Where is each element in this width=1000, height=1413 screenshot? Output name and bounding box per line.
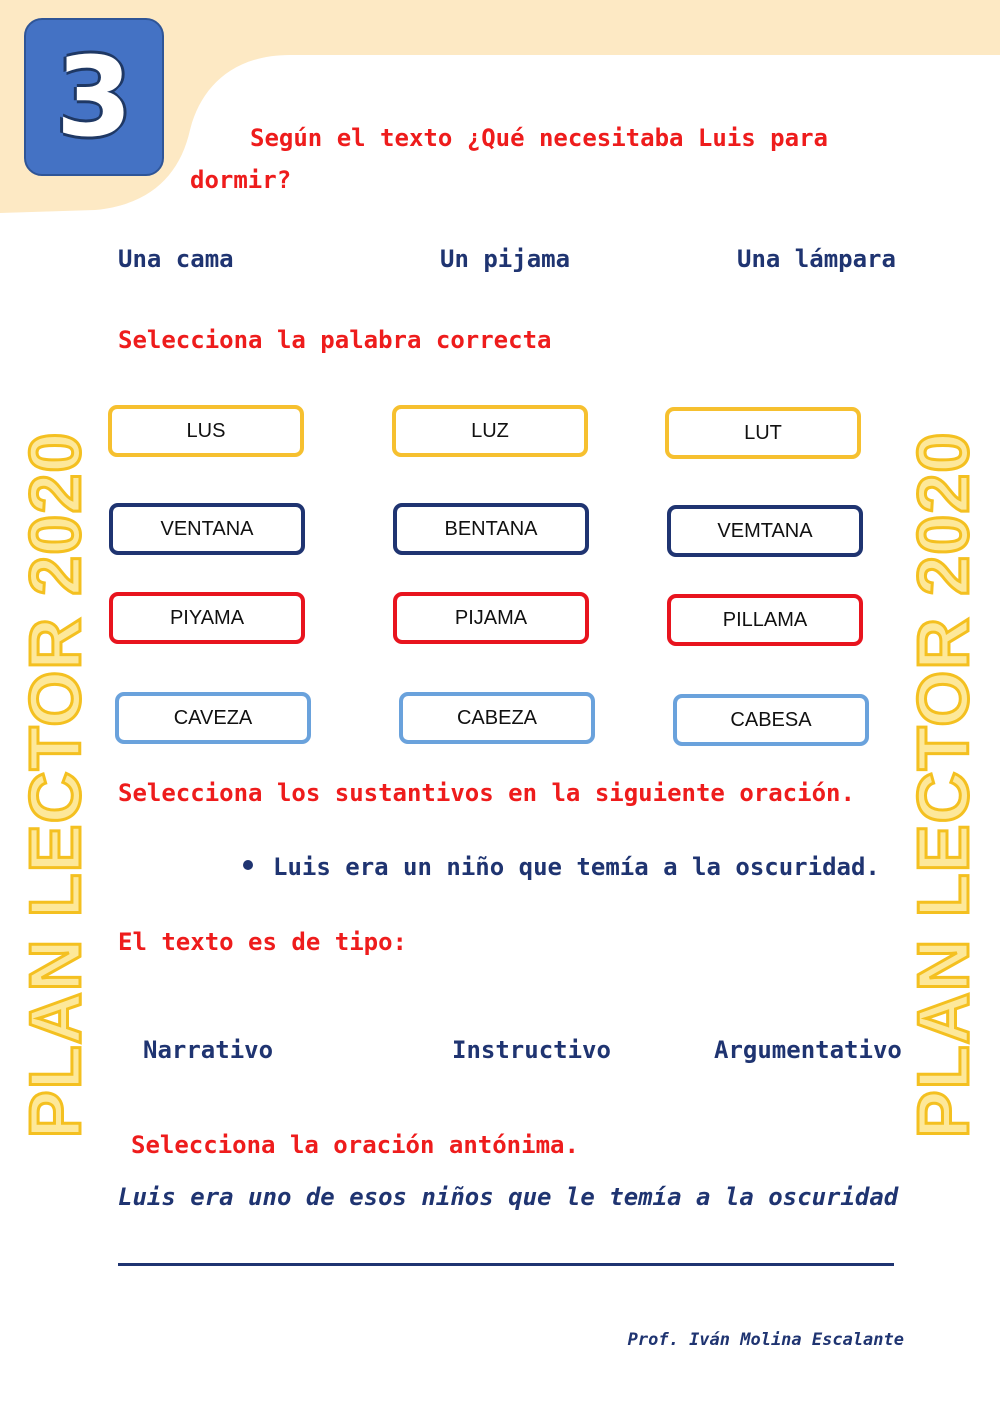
word-option-vemtana[interactable]: VEMTANA xyxy=(667,505,863,557)
question-1-line-2: dormir? xyxy=(190,166,292,194)
word-option-cabeza[interactable]: CABEZA xyxy=(399,692,595,744)
word-option-caveza[interactable]: CAVEZA xyxy=(115,692,311,744)
text-type-option-argumentativo[interactable]: Argumentativo xyxy=(714,1036,902,1064)
text-type-instruction: El texto es de tipo: xyxy=(118,928,407,956)
text-type-option-instructivo[interactable]: Instructivo xyxy=(452,1036,611,1064)
nouns-instruction: Selecciona los sustantivos en la siguiente oración. xyxy=(118,779,855,807)
word-option-cabesa[interactable]: CABESA xyxy=(673,694,869,746)
answer-option-pijama[interactable]: Un pijama xyxy=(440,245,571,273)
word-option-pijama[interactable]: PIJAMA xyxy=(393,592,589,644)
word-option-luz[interactable]: LUZ xyxy=(392,405,588,457)
word-option-pillama[interactable]: PILLAMA xyxy=(667,594,863,646)
word-option-lut[interactable]: LUT xyxy=(665,407,861,459)
lesson-number-badge: 3 xyxy=(24,18,164,176)
nouns-sentence[interactable]: Luis era un niño que temía a la oscuridad. xyxy=(273,853,880,881)
question-1-line-1: Según el texto ¿Qué necesitaba Luis para xyxy=(250,124,828,152)
author-credit: Prof. Iván Molina Escalante xyxy=(627,1330,904,1350)
side-label-left-text: PLAN LECTOR 2020 xyxy=(16,431,96,1139)
antonym-sentence: Luis era uno de esos niños que le temía a la oscuridad xyxy=(118,1183,899,1211)
word-option-ventana[interactable]: VENTANA xyxy=(109,503,305,555)
answer-line[interactable] xyxy=(118,1263,894,1266)
text-type-option-narrativo[interactable]: Narrativo xyxy=(143,1036,274,1064)
antonym-instruction: Selecciona la oración antónima. xyxy=(131,1131,579,1159)
answer-option-cama[interactable]: Una cama xyxy=(118,245,234,273)
select-word-instruction: Selecciona la palabra correcta xyxy=(118,326,552,354)
bullet-point xyxy=(243,860,253,870)
side-label-right-text: PLAN LECTOR 2020 xyxy=(904,431,984,1139)
word-option-bentana[interactable]: BENTANA xyxy=(393,503,589,555)
word-option-piyama[interactable]: PIYAMA xyxy=(109,592,305,644)
answer-option-lampara[interactable]: Una lámpara xyxy=(737,245,896,273)
word-option-lus[interactable]: LUS xyxy=(108,405,304,457)
